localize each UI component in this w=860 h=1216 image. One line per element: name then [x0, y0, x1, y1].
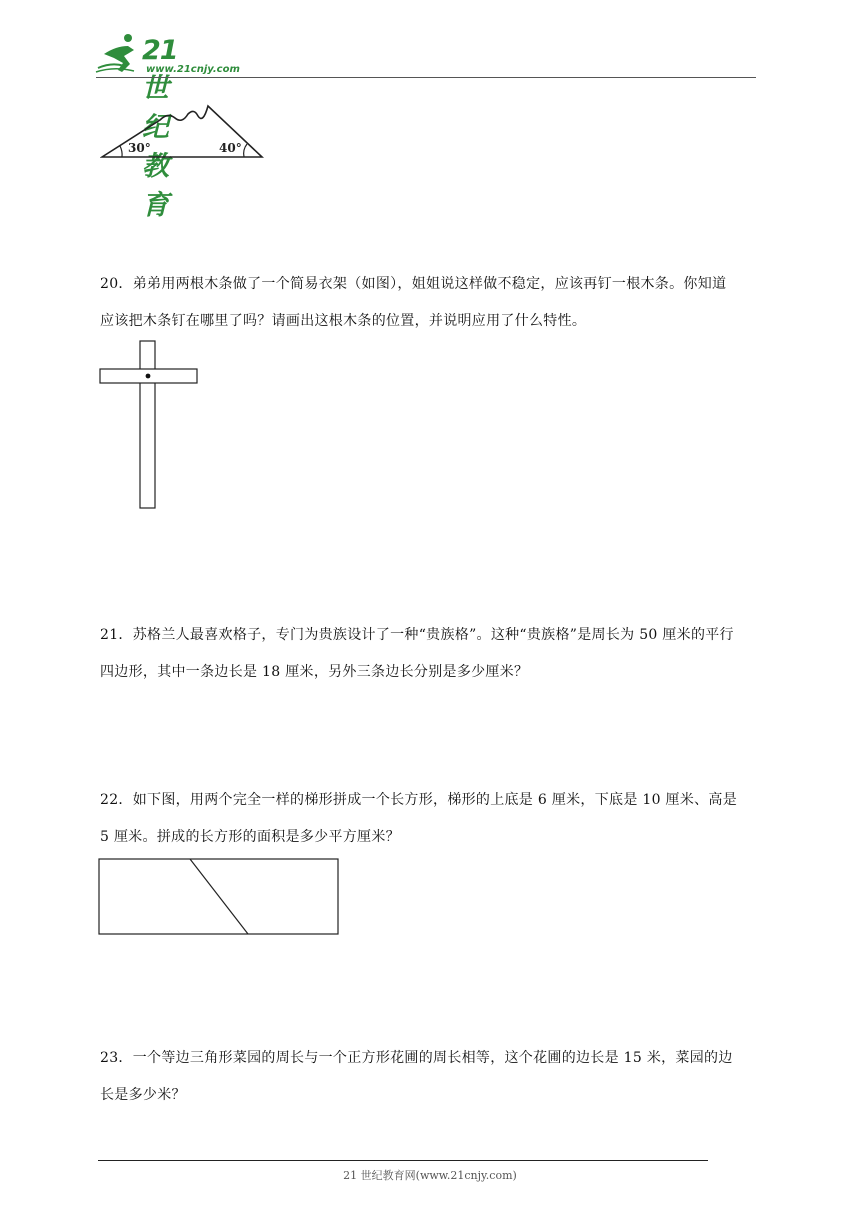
question-line: 21．苏格兰人最喜欢格子，专门为贵族设计了一种“贵族格”。这种“贵族格”是周长为 50 厘米的平行 [100, 627, 734, 643]
hanger-cross-figure [98, 340, 200, 510]
logo-url: www.21cnjy.com [146, 64, 240, 75]
question-line: 20．弟弟用两根木条做了一个简易衣架（如图），姐姐说这样做不稳定，应该再钉一根木条。你知道 [100, 276, 727, 292]
question-line: 长是多少米？ [100, 1087, 186, 1103]
question-line: 5 厘米。拼成的长方形的面积是多少平方厘米？ [100, 829, 400, 845]
logo-text: 21世纪教育 [142, 35, 178, 221]
question-line: 四边形，其中一条边长是 18 厘米，另外三条边长分别是多少厘米？ [100, 664, 529, 680]
question-22 [100, 782, 760, 856]
question-line: 应该把木条钉在哪里了吗？请画出这根木条的位置，并说明应用了什么特性。 [100, 313, 587, 329]
rectangle-trapezoid-figure [98, 858, 340, 936]
question-21 [100, 617, 760, 691]
question-23 [100, 1040, 760, 1114]
angle-label-right: 40° [219, 141, 242, 155]
mountain-triangle-figure [100, 100, 265, 162]
angle-label-left: 30° [128, 141, 151, 155]
question-line: 22．如下图，用两个完全一样的梯形拼成一个长方形，梯形的上底是 6 厘米，下底是 10 厘米、高是 [100, 792, 738, 808]
question-line: 23．一个等边三角形菜园的周长与一个正方形花圃的周长相等，这个花圃的边长是 15 米，菜园的边 [100, 1050, 733, 1066]
footer-divider [98, 1160, 708, 1161]
footer-text: 21 世纪教育网(www.21cnjy.com) [343, 1169, 517, 1182]
header-divider [96, 77, 756, 78]
question-20 [100, 266, 760, 340]
